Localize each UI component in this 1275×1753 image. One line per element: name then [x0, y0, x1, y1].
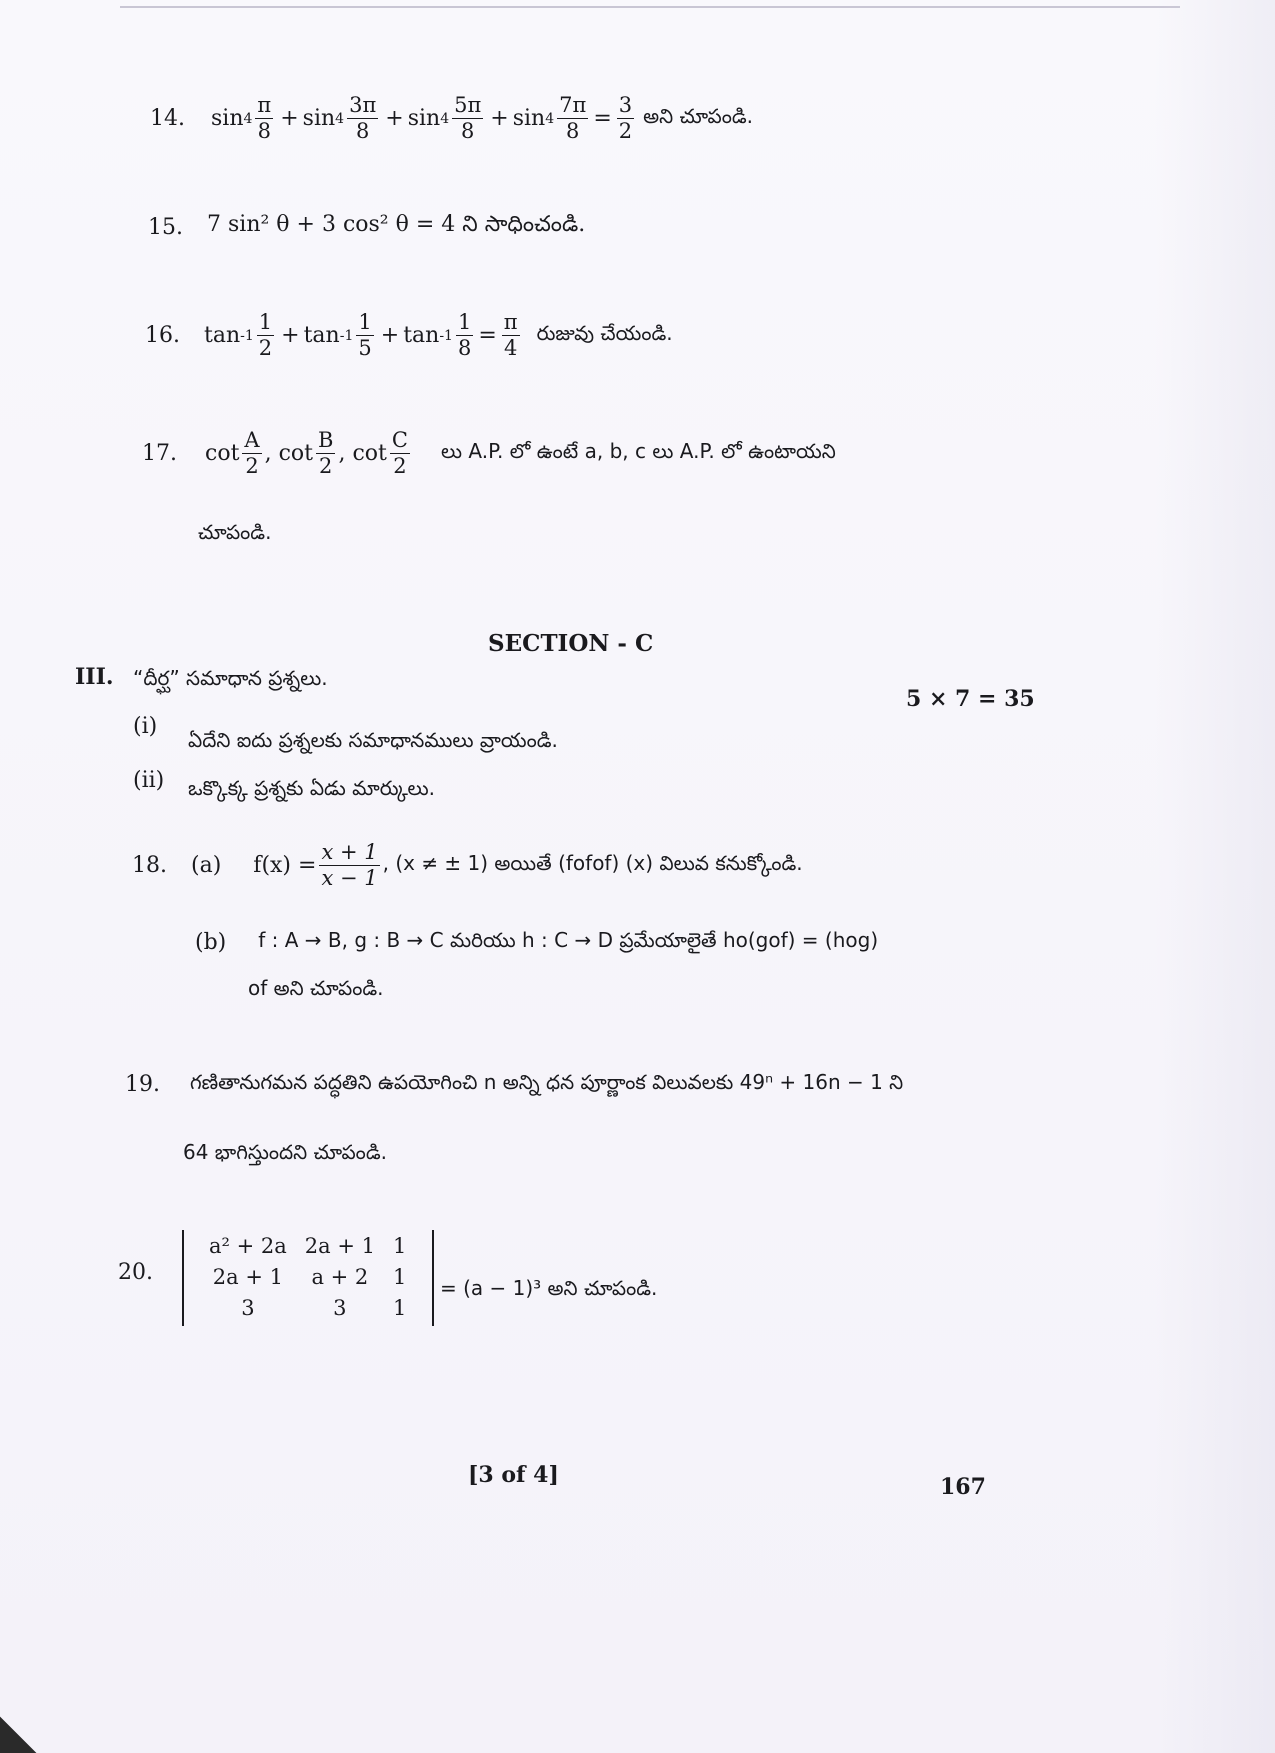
determinant: [182, 1230, 434, 1326]
part-label: (b): [195, 930, 227, 955]
power: 4: [545, 110, 555, 127]
plus: +: [280, 106, 299, 131]
section-marks: 5 × 7 = 35: [906, 686, 1035, 712]
denominator: 4: [504, 336, 518, 360]
question-18b: [195, 928, 878, 957]
section-title: SECTION - C: [488, 630, 654, 657]
power: 4: [335, 110, 345, 127]
tan-text: tan: [303, 323, 340, 348]
matrix-cell: 1: [392, 1295, 407, 1320]
denominator: 2: [393, 454, 407, 478]
question-text: లు A.P. లో ఉంటే a, b, c లు A.P. లో ఉంటాయని: [440, 439, 836, 463]
question-text: , (x ≠ ± 1) అయితే (fofof) (x) విలువ కనుక్కోండి.: [382, 851, 803, 875]
question-17: 17. cot $\frac{A}{2}$ , cot $\frac{B}{2}$ , cot $\frac{C}{2}$ లు A.P. లో ఉంటే a, b, c లు A.P. లో ఉంటాయని: [142, 428, 836, 478]
plus: +: [490, 106, 509, 131]
plus: +: [385, 106, 404, 131]
question-number: 19.: [125, 1072, 160, 1097]
numerator: 7π: [559, 93, 587, 117]
fraction: [347, 95, 378, 142]
tan-text: tan: [403, 323, 440, 348]
matrix-cell: 1: [392, 1233, 407, 1258]
plus: +: [281, 323, 300, 348]
question-text: అని చూపండి.: [643, 104, 753, 128]
fraction: [456, 312, 473, 359]
instruction-1: ఏదేని ఐదు ప్రశ్నలకు సమాధానములు వ్రాయండి.: [188, 728, 558, 752]
fraction: [502, 312, 520, 359]
section-heading: “దీర్ఘ” సమాధాన ప్రశ్నలు.: [133, 666, 328, 690]
fraction: [617, 95, 634, 142]
equals: =: [478, 323, 497, 348]
equals: =: [593, 106, 612, 131]
question-15: [148, 212, 585, 242]
cot-text: cot: [278, 441, 314, 466]
question-text: 7 sin² θ + 3 cos² θ = 4 ని సాధించండి.: [207, 212, 586, 237]
numerator: 3π: [349, 93, 377, 117]
question-number: 16.: [145, 323, 180, 348]
question-number: 17.: [142, 441, 177, 466]
question-text: f : A → B, g : B → C మరియు h : C → D ప్రమేయాలైతే ho(gof) = (hog): [258, 928, 879, 952]
denominator: 2: [319, 454, 333, 478]
question-17-line2: చూపండి.: [198, 520, 272, 544]
matrix-cell: 2a + 1: [212, 1264, 283, 1289]
matrix-row: [200, 1292, 415, 1323]
instruction-2-label: (ii): [133, 768, 165, 793]
question-number: 15.: [148, 214, 183, 240]
numerator: 5π: [454, 93, 482, 117]
fraction: [390, 430, 410, 477]
matrix-cell: a² + 2a: [209, 1233, 287, 1258]
question-18b-line2: of అని చూపండి.: [248, 976, 384, 1000]
fraction: [316, 430, 335, 477]
question-18a: [132, 842, 803, 889]
numerator: x + 1: [321, 840, 378, 864]
function-def: f(x) =: [253, 853, 317, 878]
denominator: 8: [257, 119, 272, 143]
sin-text: sin: [302, 106, 336, 131]
numerator: π: [257, 93, 272, 117]
matrix-row: [200, 1261, 415, 1292]
part-label: (a): [191, 853, 222, 878]
sin-text: sin: [407, 106, 441, 131]
denominator: 2: [618, 119, 633, 143]
power: 4: [243, 110, 253, 127]
denominator: x − 1: [321, 866, 378, 890]
section-roman: III.: [75, 664, 114, 690]
page-indicator: [3 of 4]: [468, 1462, 559, 1488]
question-text: రుజువు చేయండి.: [536, 321, 673, 345]
denominator: 5: [358, 336, 372, 360]
fraction: [257, 312, 274, 359]
denominator: 2: [245, 454, 259, 478]
question-19: [125, 1070, 903, 1099]
matrix-row: [200, 1230, 415, 1261]
fraction: [356, 312, 373, 359]
numerator: A: [244, 428, 260, 452]
question-19-line2: 64 భాగిస్తుందని చూపండి.: [183, 1140, 387, 1164]
top-rule: [120, 6, 1180, 8]
tan-text: tan: [204, 323, 241, 348]
denominator: 8: [461, 119, 475, 143]
question-number: 18.: [132, 853, 167, 878]
corner-shadow: [0, 1713, 40, 1753]
question-20-text: = (a − 1)³ అని చూపండి.: [440, 1276, 658, 1300]
question-text: గణితానుగమన పద్ధతిని ఉపయోగించి n అన్ని ధన పూర్ణాంక విలువలకు 49ⁿ + 16n − 1 ని: [190, 1070, 904, 1094]
numerator: 3: [618, 93, 633, 117]
page-edge-shadow: [1155, 0, 1275, 1753]
denominator: 8: [566, 119, 580, 143]
instruction-2: ఒక్కొక్క ప్రశ్నకు ఏడు మార్కులు.: [188, 776, 436, 800]
matrix-cell: 1: [392, 1264, 407, 1289]
question-20-number: 20.: [118, 1260, 153, 1285]
matrix-cell: a + 2: [311, 1264, 369, 1289]
denominator: 2: [258, 336, 273, 360]
fraction: [319, 842, 379, 889]
determinant-matrix: [200, 1230, 415, 1323]
denominator: 8: [355, 119, 370, 143]
fraction: [557, 95, 588, 142]
numerator: 1: [258, 310, 273, 334]
fraction: [242, 430, 261, 477]
numerator: C: [391, 428, 408, 452]
matrix-cell: 2a + 1: [304, 1233, 375, 1258]
plus: +: [380, 323, 400, 348]
question-16: [145, 312, 673, 359]
numerator: 1: [358, 310, 372, 334]
inverse-power: -1: [240, 327, 254, 344]
numerator: π: [503, 310, 518, 334]
question-14: [150, 95, 753, 142]
numerator: B: [318, 428, 334, 452]
inverse-power: -1: [439, 327, 453, 344]
denominator: 8: [457, 336, 472, 360]
power: 4: [440, 110, 450, 127]
question-number: 14.: [150, 106, 185, 131]
cot-text: cot: [352, 441, 387, 466]
inverse-power: -1: [339, 327, 354, 344]
fraction: [255, 95, 273, 142]
instruction-1-label: (i): [133, 714, 158, 739]
fraction: [452, 95, 483, 142]
matrix-cell: 3: [241, 1295, 255, 1320]
sin-text: sin: [512, 106, 546, 131]
sin-text: sin: [211, 106, 244, 131]
numerator: 1: [457, 310, 472, 334]
cot-text: cot: [205, 441, 240, 466]
page-number: 167: [940, 1474, 986, 1500]
matrix-cell: 3: [333, 1295, 347, 1320]
